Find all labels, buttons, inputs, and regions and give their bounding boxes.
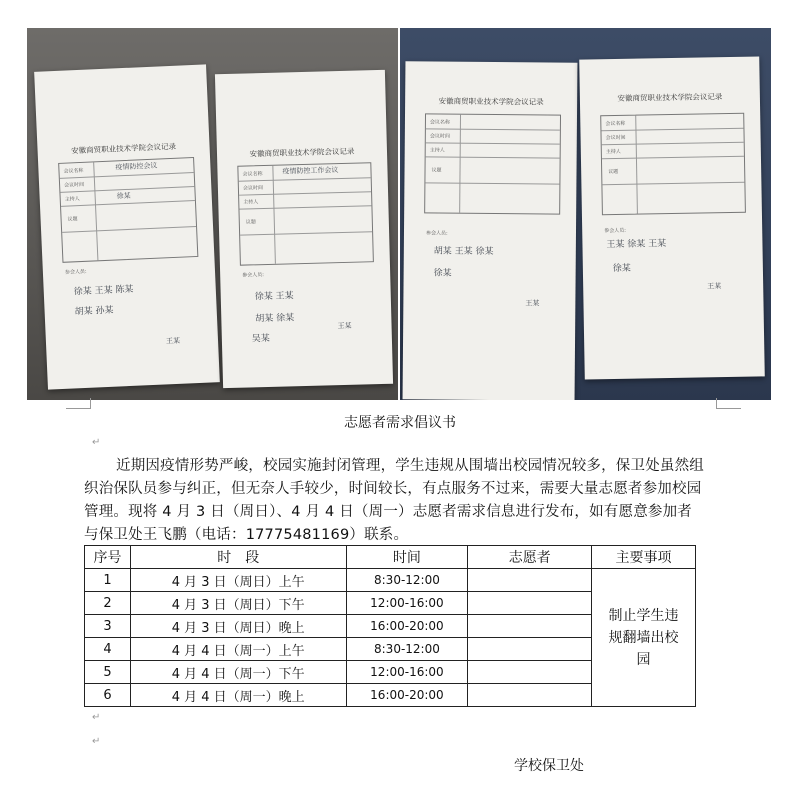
attendees-label: 参会人员: bbox=[64, 268, 87, 276]
form-label: 会议时间 bbox=[429, 133, 450, 140]
signature-department: 学校保卫处 bbox=[514, 758, 584, 774]
form-label: 议题 bbox=[608, 168, 619, 176]
handwritten-signatures: 胡某 孙某 bbox=[74, 305, 114, 318]
row-time: 12:00-16:00 bbox=[346, 661, 468, 684]
row-no: 2 bbox=[85, 592, 131, 615]
notice-paragraph: 近期因疫情形势严峻，校园实施封闭管理，学生违规从围墙出校园情况较多，保卫处虽然组织治保队员参与纠正，但无奈人手较少，时间较长，有点服务不过来，需要大量志愿者参加校园管理。现将 4 月 3 日（周日）、4 月 4 日（周一）志愿者需求信息进行发布，如有愿意参加者与保卫处王飞鹏（电话：17775481169）联系。 bbox=[84, 458, 704, 543]
handwritten-signatures: 王某 bbox=[337, 321, 352, 331]
form-label: 主持人 bbox=[605, 148, 621, 156]
row-no: 6 bbox=[85, 684, 131, 707]
row-no: 1 bbox=[85, 569, 131, 592]
row-no: 5 bbox=[85, 661, 131, 684]
sheet-form-grid bbox=[424, 113, 561, 214]
volunteer-schedule-table bbox=[84, 545, 696, 707]
attendees-label: 参会人员: bbox=[425, 230, 448, 237]
handwritten-signatures: 徐某 王某 bbox=[254, 291, 294, 303]
form-label: 议题 bbox=[431, 167, 442, 174]
row-volunteer[interactable] bbox=[468, 569, 592, 592]
col-header-period: 时 段 bbox=[130, 546, 346, 569]
form-label: 会议名称 bbox=[63, 167, 84, 175]
col-header-time: 时间 bbox=[346, 546, 468, 569]
row-volunteer[interactable] bbox=[468, 592, 592, 615]
attendees-label: 参会人员: bbox=[242, 272, 264, 279]
col-header-main-task: 主要事项 bbox=[592, 546, 696, 569]
handwritten-signatures: 王某 bbox=[525, 299, 540, 308]
main-task-cell: 制止学生违规翻墙出校园 bbox=[592, 569, 696, 707]
paragraph-mark: ↵ bbox=[92, 736, 101, 747]
handwritten-signatures: 王某 bbox=[165, 336, 181, 346]
handwriting: 疫情防控工作会议 bbox=[282, 166, 339, 176]
row-no: 3 bbox=[85, 615, 131, 638]
meeting-record-sheet bbox=[403, 61, 578, 400]
row-period: 4 月 3 日（周日）下午 bbox=[130, 592, 346, 615]
row-time: 16:00-20:00 bbox=[346, 615, 468, 638]
row-volunteer[interactable] bbox=[468, 661, 592, 684]
row-volunteer[interactable] bbox=[468, 638, 592, 661]
form-label: 会议名称 bbox=[605, 120, 626, 128]
handwriting: 疫情防控会议 bbox=[115, 161, 158, 172]
form-label: 会议时间 bbox=[242, 185, 264, 192]
handwritten-signatures: 吴某 bbox=[251, 333, 271, 345]
row-period: 4 月 4 日（周一）晚上 bbox=[130, 684, 346, 707]
handwritten-signatures: 徐某 王某 陈某 bbox=[73, 284, 134, 298]
attendees-label: 参会人员: bbox=[604, 227, 626, 235]
sheet-form-grid bbox=[600, 113, 746, 215]
row-volunteer[interactable] bbox=[468, 615, 592, 638]
sheet-form-grid bbox=[58, 157, 198, 263]
handwritten-signatures: 胡某 徐某 bbox=[255, 313, 295, 325]
row-period: 4 月 3 日（周日）晚上 bbox=[130, 615, 346, 638]
form-label: 主持人 bbox=[64, 196, 80, 203]
form-label: 议题 bbox=[245, 219, 256, 226]
row-time: 16:00-20:00 bbox=[346, 684, 468, 707]
sheet-title: 安徽商贸职业技术学院会议记录 bbox=[617, 92, 723, 103]
notice-title: 志愿者需求倡议书 bbox=[344, 415, 456, 431]
table-header-row bbox=[85, 546, 696, 569]
paragraph-mark: ↵ bbox=[92, 437, 101, 448]
paragraph-mark: ↵ bbox=[92, 712, 101, 723]
form-label: 议题 bbox=[67, 216, 78, 223]
meeting-record-sheet bbox=[34, 64, 220, 389]
meeting-record-photo-right bbox=[400, 28, 771, 400]
handwritten-signatures: 王某 徐某 王某 bbox=[606, 239, 667, 251]
col-header-no: 序号 bbox=[85, 546, 131, 569]
form-label: 会议名称 bbox=[429, 119, 450, 126]
form-label: 主持人 bbox=[243, 199, 259, 206]
form-label: 会议名称 bbox=[242, 171, 263, 178]
row-volunteer[interactable] bbox=[468, 684, 592, 707]
page-corner-mark bbox=[66, 398, 91, 409]
page-corner-mark bbox=[716, 398, 741, 409]
form-label: 主持人 bbox=[429, 147, 445, 154]
row-time: 12:00-16:00 bbox=[346, 592, 468, 615]
handwriting: 徐某 bbox=[116, 191, 131, 201]
handwritten-signatures: 徐某 bbox=[612, 263, 631, 275]
handwritten-signatures: 徐某 bbox=[433, 268, 452, 279]
row-time: 8:30-12:00 bbox=[346, 569, 468, 592]
sheet-title: 安徽商贸职业技术学院会议记录 bbox=[249, 146, 355, 159]
sheet-title: 安徽商贸职业技术学院会议记录 bbox=[438, 96, 544, 107]
sheet-title: 安徽商贸职业技术学院会议记录 bbox=[70, 141, 177, 156]
form-label: 会议时间 bbox=[64, 181, 85, 189]
handwritten-signatures: 王某 bbox=[707, 282, 722, 291]
handwritten-signatures: 胡某 王某 徐某 bbox=[433, 246, 494, 258]
meeting-record-sheet bbox=[579, 56, 765, 379]
meeting-record-sheet bbox=[215, 70, 393, 388]
meeting-record-photo-left bbox=[27, 28, 398, 400]
row-time: 8:30-12:00 bbox=[346, 638, 468, 661]
form-label: 会议时间 bbox=[605, 134, 626, 142]
row-no: 4 bbox=[85, 638, 131, 661]
col-header-volunteer: 志愿者 bbox=[468, 546, 592, 569]
row-period: 4 月 4 日（周一）上午 bbox=[130, 638, 346, 661]
row-period: 4 月 4 日（周一）下午 bbox=[130, 661, 346, 684]
table-row bbox=[85, 569, 696, 592]
sheet-form-grid bbox=[237, 162, 374, 265]
row-period: 4 月 3 日（周日）上午 bbox=[130, 569, 346, 592]
